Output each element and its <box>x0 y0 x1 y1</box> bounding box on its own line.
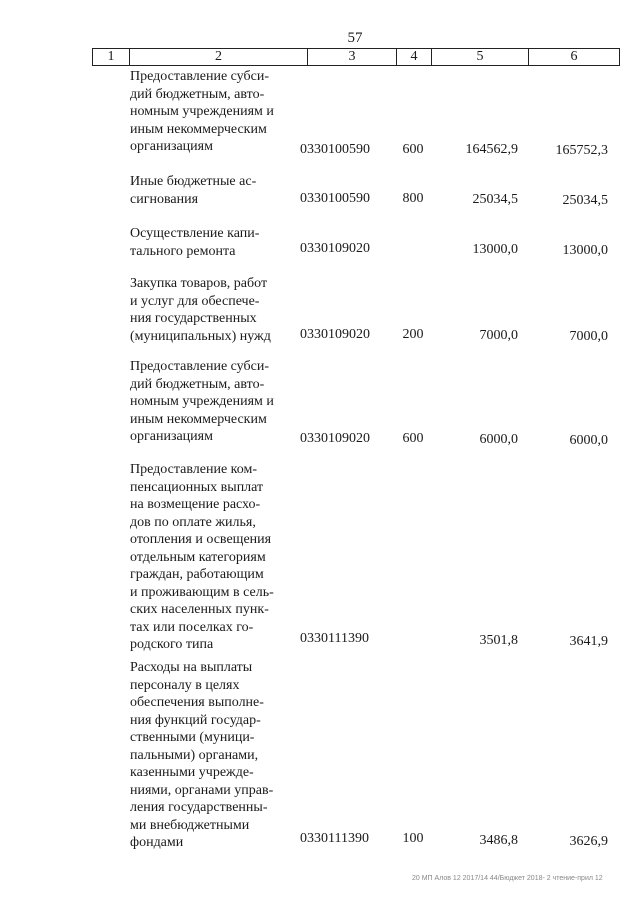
row-description: Закупка товаров, работ и услуг для обеспече- ния государственных (муниципальных) нужд <box>130 276 271 344</box>
header-col-3: 3 <box>348 49 356 64</box>
row-value-6: 165752,3 <box>555 143 608 158</box>
row-kind: 200 <box>402 327 424 342</box>
table-header <box>92 48 620 66</box>
header-col-5: 5 <box>476 49 484 64</box>
header-col-4: 4 <box>410 49 418 64</box>
row-value-5: 164562,9 <box>465 142 518 157</box>
header-col-1: 1 <box>107 49 115 64</box>
row-code: 0330109020 <box>300 241 370 256</box>
row-value-6: 13000,0 <box>562 243 608 258</box>
row-kind: 100 <box>402 831 424 846</box>
row-code: 0330109020 <box>300 431 370 446</box>
row-description: Предоставление субси- дий бюджетным, авто- номным учреждениям и иным некоммерческим организациям <box>130 69 274 154</box>
row-description: Предоставление субси- дий бюджетным, авто- номным учреждениям и иным некоммерческим организациям <box>130 359 274 444</box>
row-kind: 600 <box>402 431 424 446</box>
row-value-5: 13000,0 <box>472 242 518 257</box>
row-value-6: 6000,0 <box>569 433 608 448</box>
row-value-5: 3501,8 <box>479 633 518 648</box>
page-number: 57 <box>347 30 363 46</box>
row-value-5: 6000,0 <box>479 432 518 447</box>
row-kind: 600 <box>402 142 424 157</box>
header-col-6: 6 <box>570 49 578 64</box>
footer-file-note: 20 МП Алов 12 2017/14 44/Бюджет 2018- 2 чтение-прил 12 <box>412 875 603 882</box>
row-description: Осуществление капи- тального ремонта <box>130 226 260 259</box>
header-col-2: 2 <box>215 49 222 64</box>
row-value-6: 3641,9 <box>569 634 608 649</box>
row-value-6: 25034,5 <box>562 193 608 208</box>
row-description: Предоставление ком- пенсационных выплат на возмещение расхо- дов по оплате жилья, отопления и освещения отдельным категориям граждан, работающим и проживающим в сель- ских населенных пунк- тах или поселках го- родского типа <box>130 462 274 652</box>
row-code: 0330111390 <box>300 831 369 846</box>
row-code: 0330109020 <box>300 327 370 342</box>
row-value-5: 7000,0 <box>479 328 518 343</box>
row-value-6: 7000,0 <box>569 329 608 344</box>
row-kind: 800 <box>402 191 424 206</box>
row-code: 0330100590 <box>300 142 370 157</box>
row-code: 0330100590 <box>300 191 370 206</box>
row-value-5: 3486,8 <box>479 833 518 848</box>
row-description: Расходы на выплаты персоналу в целях обеспечения выполне- ния функций государ- ственными (муници- пальными) органами, казенными учрежде- ниями, органами управ- ления государственны- ми внебюджетными фондами <box>130 660 274 850</box>
row-value-5: 25034,5 <box>472 192 518 207</box>
row-description: Иные бюджетные ас- сигнования <box>130 174 257 207</box>
row-value-6: 3626,9 <box>569 834 608 849</box>
row-code: 0330111390 <box>300 631 369 646</box>
